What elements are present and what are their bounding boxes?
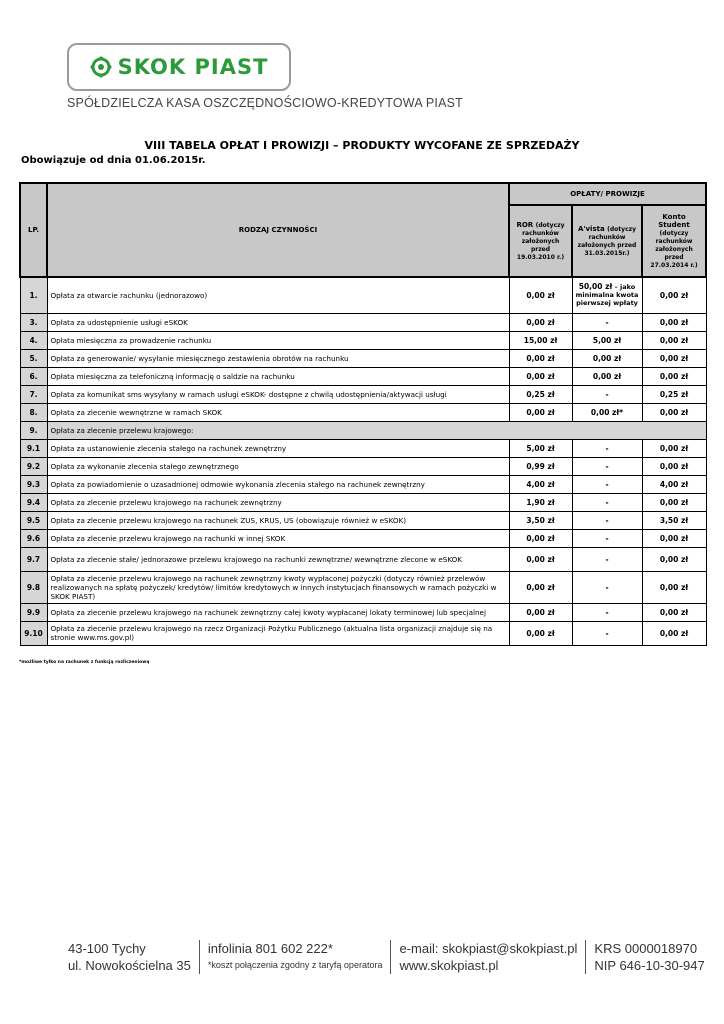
row-fee-ror: 1,90 zł bbox=[509, 493, 572, 511]
row-fee-ror: 4,00 zł bbox=[509, 475, 572, 493]
table-row bbox=[20, 457, 706, 475]
row-fee-ror: 15,00 zł bbox=[509, 331, 572, 349]
row-fee-ror: 0,00 zł bbox=[509, 277, 572, 313]
table-row bbox=[20, 603, 706, 621]
table-row bbox=[20, 403, 706, 421]
row-fee-avista: - bbox=[572, 529, 642, 547]
row-fee-ror: 0,00 zł bbox=[509, 313, 572, 331]
row-fee-student: 0,00 zł bbox=[642, 367, 706, 385]
header-fees-group: OPŁATY/ PROWIZJE bbox=[509, 183, 706, 205]
row-fee-ror: 0,00 zł bbox=[509, 349, 572, 367]
row-fee-student: 0,00 zł bbox=[642, 403, 706, 421]
footer-registry bbox=[585, 940, 712, 974]
row-fee-avista: 0,00 zł* bbox=[572, 403, 642, 421]
row-lp: 9.4 bbox=[20, 493, 47, 511]
header-activity: RODZAJ CZYNNOŚCI bbox=[47, 183, 509, 277]
page-footer bbox=[68, 940, 705, 974]
row-description: Opłata za zlecenie wewnętrzne w ramach SKOK bbox=[47, 403, 509, 421]
row-description: Opłata za zlecenie przelewu krajowego na rachunki w innej SKOK bbox=[47, 529, 509, 547]
row-description: Opłata za ustanowienie zlecenia stałego na rachunek zewnętrzny bbox=[47, 439, 509, 457]
row-fee-student: 0,00 zł bbox=[642, 313, 706, 331]
row-lp: 3. bbox=[20, 313, 47, 331]
table-row bbox=[20, 349, 706, 367]
header-student bbox=[642, 205, 706, 277]
row-fee-avista: - bbox=[572, 603, 642, 621]
row-fee-ror: 3,50 zł bbox=[509, 511, 572, 529]
row-lp: 6. bbox=[20, 367, 47, 385]
row-fee-student: 0,00 zł bbox=[642, 439, 706, 457]
header-student-title: Konto Student bbox=[658, 213, 690, 229]
row-description: Opłata za wykonanie zlecenia stałego zewnętrznego bbox=[47, 457, 509, 475]
row-description: Opłata za zlecenie przelewu krajowego na rachunek zewnętrzny kwoty wypłaconej pożyczki (dotyczy również przelewów realizowanych na spłatę pożyczek/ kredytów/ limitów kredytowych w innych instytucjach finansowych w ramach pożyczki w SKOK PIAST) bbox=[47, 571, 509, 603]
row-fee-student: 0,00 zł bbox=[642, 331, 706, 349]
row-fee-avista: - bbox=[572, 475, 642, 493]
row-fee-avista: - bbox=[572, 439, 642, 457]
row-lp: 1. bbox=[20, 277, 47, 313]
footer-address bbox=[68, 940, 199, 974]
row-fee-student: 4,00 zł bbox=[642, 475, 706, 493]
fees-table-body bbox=[20, 277, 706, 645]
row-section-title: Opłata za zlecenie przelewu krajowego: bbox=[47, 421, 706, 439]
row-fee-student: 0,25 zł bbox=[642, 385, 706, 403]
row-lp: 9.1 bbox=[20, 439, 47, 457]
row-fee-student: 0,00 zł bbox=[642, 493, 706, 511]
row-description: Opłata miesięczna za prowadzenie rachunku bbox=[47, 331, 509, 349]
row-fee-ror: 0,00 zł bbox=[509, 529, 572, 547]
table-row bbox=[20, 313, 706, 331]
logo-text: SKOK PIAST bbox=[117, 55, 269, 79]
table-row bbox=[20, 439, 706, 457]
row-lp: 9.2 bbox=[20, 457, 47, 475]
row-lp: 8. bbox=[20, 403, 47, 421]
row-fee-ror: 0,99 zł bbox=[509, 457, 572, 475]
row-lp: 4. bbox=[20, 331, 47, 349]
row-description: Opłata za zlecenie przelewu krajowego na rachunek ZUS, KRUS, US (obowiązuje również w eSKOK) bbox=[47, 511, 509, 529]
table-row bbox=[20, 493, 706, 511]
header-avista bbox=[572, 205, 642, 277]
table-row bbox=[20, 475, 706, 493]
footer-krs: KRS 0000018970 bbox=[594, 941, 698, 956]
footer-infoline bbox=[199, 940, 391, 974]
header-ror bbox=[509, 205, 572, 277]
row-lp: 9.6 bbox=[20, 529, 47, 547]
row-fee-avista: - bbox=[572, 493, 642, 511]
row-description: Opłata za zlecenie stałe/ jednorazowe przelewu krajowego na rachunki zewnętrzne/ wewnętrzne zlecone w eSKOK bbox=[47, 547, 509, 571]
row-description: Opłata za powiadomienie o uzasadnionej odmowie wykonania zlecenia stałego na rachunek zewnętrzny bbox=[47, 475, 509, 493]
table-row bbox=[20, 367, 706, 385]
row-description: Opłata za zlecenie przelewu krajowego na rachunek zewnętrzny bbox=[47, 493, 509, 511]
header-ror-note: (dotyczy rachunków założonych przed 19.03.2010 r.) bbox=[516, 222, 565, 261]
footer-address-city: 43-100 Tychy bbox=[68, 941, 146, 956]
row-fee-ror: 0,00 zł bbox=[509, 403, 572, 421]
row-fee-ror: 0,00 zł bbox=[509, 571, 572, 603]
table-row bbox=[20, 621, 706, 645]
row-lp: 9. bbox=[20, 421, 47, 439]
footer-website: www.skokpiast.pl bbox=[399, 958, 499, 973]
table-row bbox=[20, 571, 706, 603]
row-fee-student: 0,00 zł bbox=[642, 349, 706, 367]
row-fee-student: 0,00 zł bbox=[642, 621, 706, 645]
row-fee-ror: 0,00 zł bbox=[509, 621, 572, 645]
row-fee-ror: 0,00 zł bbox=[509, 547, 572, 571]
row-fee-ror: 0,25 zł bbox=[509, 385, 572, 403]
row-fee-avista: 5,00 zł bbox=[572, 331, 642, 349]
row-fee-student: 0,00 zł bbox=[642, 457, 706, 475]
header-avista-note: (dotyczy rachunków założonych przed 31.03.2015r.) bbox=[577, 226, 637, 257]
row-fee-avista-amount: 50,00 zł bbox=[578, 282, 613, 292]
row-lp: 9.9 bbox=[20, 603, 47, 621]
row-description: Opłata za zlecenie przelewu krajowego na rachunek zewnętrzny całej kwoty wypłacanej lokaty terminowej lub specjalnej bbox=[47, 603, 509, 621]
table-row bbox=[20, 331, 706, 349]
row-fee-student: 0,00 zł bbox=[642, 529, 706, 547]
header-lp: LP. bbox=[20, 183, 47, 277]
table-row bbox=[20, 385, 706, 403]
company-subtitle: SPÓŁDZIELCZA KASA OSZCZĘDNOŚCIOWO-KREDYTOWA PIAST bbox=[67, 96, 463, 110]
logo-emblem-icon bbox=[90, 56, 112, 78]
row-fee-avista: - bbox=[572, 621, 642, 645]
row-fee-avista: - bbox=[572, 511, 642, 529]
footer-infoline-number: infolinia 801 602 222* bbox=[207, 941, 333, 956]
row-fee-ror: 5,00 zł bbox=[509, 439, 572, 457]
footer-infoline-note: *koszt połączenia zgodny z taryfą operatora bbox=[207, 960, 383, 970]
row-lp: 9.8 bbox=[20, 571, 47, 603]
row-fee-avista: - bbox=[572, 313, 642, 331]
row-lp: 7. bbox=[20, 385, 47, 403]
row-fee-avista: 0,00 zł bbox=[572, 349, 642, 367]
footnote: *możliwe tylko na rachunek z funkcją rozliczeniową bbox=[19, 660, 150, 665]
row-lp: 9.10 bbox=[20, 621, 47, 645]
row-fee-avista-note: – jako minimalna kwota pierwszej wpłaty bbox=[575, 283, 639, 307]
row-fee-student: 0,00 zł bbox=[642, 571, 706, 603]
document-title: VIII TABELA OPŁAT I PROWIZJI – PRODUKTY WYCOFANE ZE SPRZEDAŻY bbox=[144, 139, 580, 152]
logo bbox=[67, 43, 291, 91]
table-row bbox=[20, 277, 706, 313]
row-fee-ror: 0,00 zł bbox=[509, 603, 572, 621]
row-fee-ror: 0,00 zł bbox=[509, 367, 572, 385]
row-fee-student: 3,50 zł bbox=[642, 511, 706, 529]
row-lp: 9.5 bbox=[20, 511, 47, 529]
row-fee-avista: - bbox=[572, 571, 642, 603]
row-fee-avista: - bbox=[572, 385, 642, 403]
table-row bbox=[20, 511, 706, 529]
row-lp: 9.3 bbox=[20, 475, 47, 493]
footer-contact bbox=[390, 940, 585, 974]
table-row bbox=[20, 421, 706, 439]
row-fee-avista: 0,00 zł bbox=[572, 367, 642, 385]
header-avista-title: A'vista bbox=[577, 225, 605, 233]
header-ror-title: ROR bbox=[516, 221, 534, 229]
row-lp: 5. bbox=[20, 349, 47, 367]
row-fee-student: 0,00 zł bbox=[642, 277, 706, 313]
row-description: Opłata za otwarcie rachunku (jednorazowo) bbox=[47, 277, 509, 313]
row-fee-student: 0,00 zł bbox=[642, 603, 706, 621]
row-fee-avista bbox=[572, 277, 642, 313]
row-description: Opłata miesięczna za telefoniczną informację o saldzie na rachunku bbox=[47, 367, 509, 385]
table-row bbox=[20, 547, 706, 571]
row-description: Opłata za zlecenie przelewu krajowego na rzecz Organizacji Pożytku Publicznego (aktualna lista organizacji znajduje się na stronie www.ms.gov.pl) bbox=[47, 621, 509, 645]
footer-address-street: ul. Nowokościelna 35 bbox=[68, 958, 191, 973]
footer-email: e-mail: skokpiast@skokpiast.pl bbox=[399, 941, 578, 956]
row-lp: 9.7 bbox=[20, 547, 47, 571]
effective-date: Obowiązuje od dnia 01.06.2015r. bbox=[21, 155, 206, 166]
row-description: Opłata za udostępnienie usługi eSKOK bbox=[47, 313, 509, 331]
footer-nip: NIP 646-10-30-947 bbox=[594, 958, 705, 973]
table-row bbox=[20, 529, 706, 547]
row-fee-avista: - bbox=[572, 547, 642, 571]
fees-table bbox=[19, 182, 707, 646]
row-fee-avista: - bbox=[572, 457, 642, 475]
header-student-note: (dotyczy rachunków założonych przed 27.03.2014 r.) bbox=[650, 230, 698, 269]
row-description: Opłata za komunikat sms wysyłany w ramach usługi eSKOK- dostępne z chwilą udostępnienia/aktywacji usługi bbox=[47, 385, 509, 403]
row-description: Opłata za generowanie/ wysyłanie miesięcznego zestawienia obrotów na rachunku bbox=[47, 349, 509, 367]
row-fee-student: 0,00 zł bbox=[642, 547, 706, 571]
